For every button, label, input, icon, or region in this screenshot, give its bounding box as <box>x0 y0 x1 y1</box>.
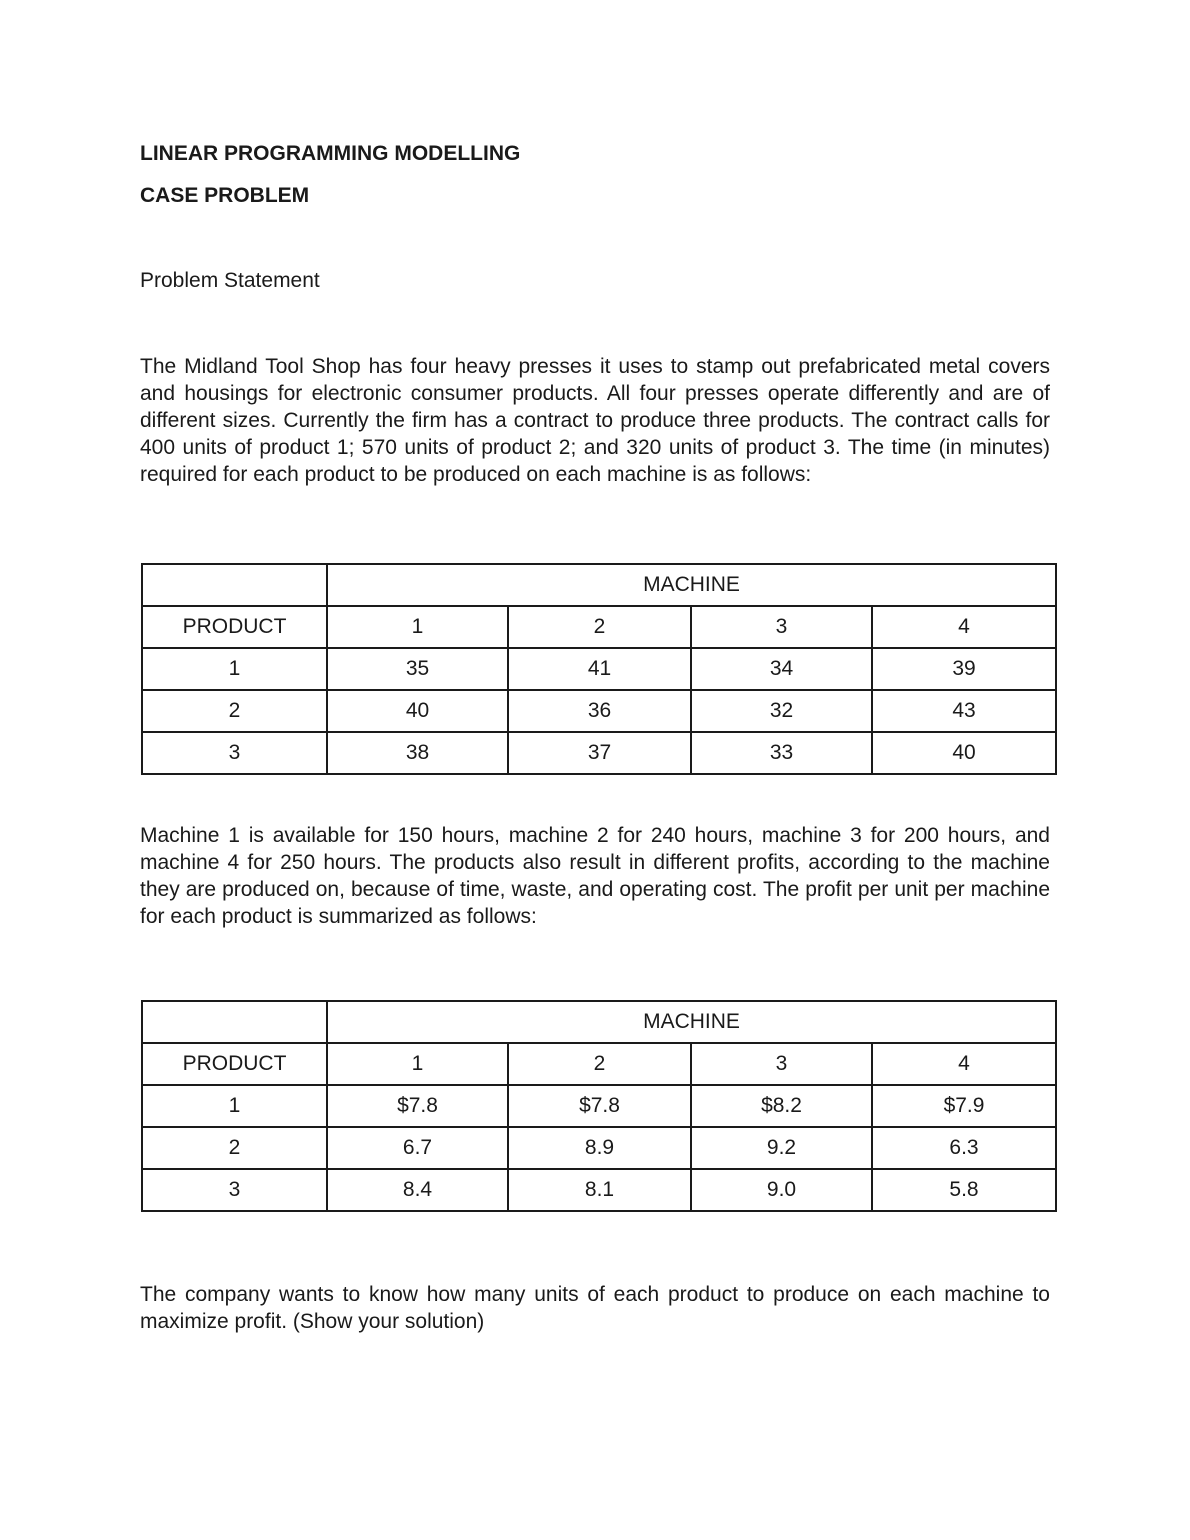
table-row <box>142 648 1056 690</box>
value-cell: 8.4 <box>327 1169 508 1211</box>
value-cell: 41 <box>508 648 691 690</box>
value-cell: 37 <box>508 732 691 774</box>
product-cell: 2 <box>142 1127 327 1169</box>
profit-table <box>141 1000 1057 1212</box>
problem-paragraph-intro: The Midland Tool Shop has four heavy presses it uses to stamp out prefabricated metal covers and housings for electronic consumer products. All four presses operate differently and are of different sizes. Currently the firm has a contract to produce three products. The contract calls for 400 units of product 1; 570 units of product 2; and 320 units of product 3. The time (in minutes) required for each product to be produced on each machine is as follows: <box>140 355 1050 486</box>
value-cell: $8.2 <box>691 1085 872 1127</box>
value-cell: 36 <box>508 690 691 732</box>
time-table <box>141 563 1057 775</box>
table-row <box>142 690 1056 732</box>
value-cell: 38 <box>327 732 508 774</box>
product-column-header: PRODUCT <box>142 1043 327 1085</box>
value-cell: 32 <box>691 690 872 732</box>
document-title: LINEAR PROGRAMMING MODELLING <box>140 142 521 165</box>
table-subheader-row <box>142 1043 1056 1085</box>
value-cell: 34 <box>691 648 872 690</box>
value-cell: $7.8 <box>508 1085 691 1127</box>
product-cell: 3 <box>142 732 327 774</box>
value-cell: 5.8 <box>872 1169 1056 1211</box>
product-cell: 3 <box>142 1169 327 1211</box>
machine-header: 4 <box>872 606 1056 648</box>
machine-header: 1 <box>327 606 508 648</box>
value-cell: 33 <box>691 732 872 774</box>
product-column-header: PRODUCT <box>142 606 327 648</box>
value-cell: 8.9 <box>508 1127 691 1169</box>
section-heading: Problem Statement <box>140 269 320 292</box>
problem-paragraph-availability: Machine 1 is available for 150 hours, machine 2 for 240 hours, machine 3 for 200 hours, and machine 4 for 250 hours. The products also result in different profits, according to the machine they are produced on, because of time, waste, and operating cost. The profit per unit per machine for each product is summarized as follows: <box>140 824 1050 928</box>
machine-header: 3 <box>691 1043 872 1085</box>
table-corner-cell <box>142 564 327 606</box>
value-cell: $7.9 <box>872 1085 1056 1127</box>
table-subheader-row <box>142 606 1056 648</box>
machine-group-header: MACHINE <box>327 564 1056 606</box>
table-row <box>142 732 1056 774</box>
value-cell: 9.2 <box>691 1127 872 1169</box>
value-cell: 39 <box>872 648 1056 690</box>
machine-header: 2 <box>508 1043 691 1085</box>
document-subtitle: CASE PROBLEM <box>140 184 310 207</box>
table-corner-cell <box>142 1001 327 1043</box>
machine-header: 2 <box>508 606 691 648</box>
value-cell: 6.3 <box>872 1127 1056 1169</box>
table-row <box>142 1169 1056 1211</box>
product-cell: 1 <box>142 648 327 690</box>
product-cell: 2 <box>142 690 327 732</box>
value-cell: $7.8 <box>327 1085 508 1127</box>
problem-paragraph-question: The company wants to know how many units of each product to produce on each machine to maximize profit. (Show your solution) <box>140 1283 1050 1333</box>
product-cell: 1 <box>142 1085 327 1127</box>
machine-group-header: MACHINE <box>327 1001 1056 1043</box>
table-header-row <box>142 564 1056 606</box>
machine-header: 3 <box>691 606 872 648</box>
table-header-row <box>142 1001 1056 1043</box>
value-cell: 9.0 <box>691 1169 872 1211</box>
value-cell: 40 <box>872 732 1056 774</box>
machine-header: 4 <box>872 1043 1056 1085</box>
value-cell: 40 <box>327 690 508 732</box>
value-cell: 6.7 <box>327 1127 508 1169</box>
value-cell: 8.1 <box>508 1169 691 1211</box>
machine-header: 1 <box>327 1043 508 1085</box>
table-row <box>142 1085 1056 1127</box>
value-cell: 43 <box>872 690 1056 732</box>
value-cell: 35 <box>327 648 508 690</box>
table-row <box>142 1127 1056 1169</box>
